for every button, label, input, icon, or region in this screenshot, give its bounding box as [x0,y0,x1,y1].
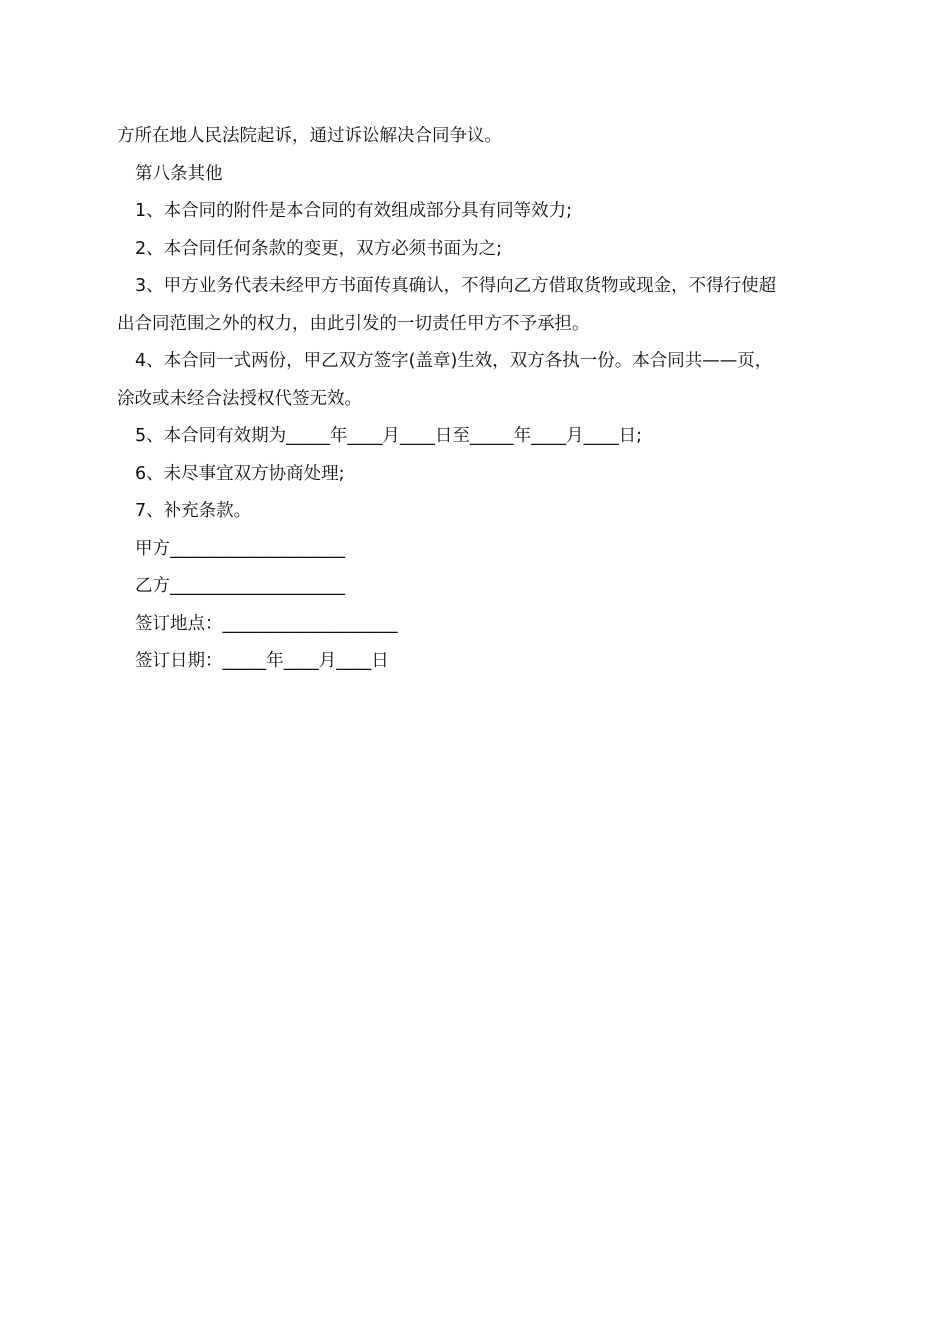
signing-date-line: 签订日期：_____年____月____日 [135,651,389,671]
clause-2: 2、本合同任何条款的变更，双方必须书面为之; [135,238,503,259]
text-line: 方所在地人民法院起诉，通过诉讼解决合同争议。 [117,126,502,146]
party-b-signature-line: 乙方____________________ [135,576,345,596]
clause-7: 7、补充条款。 [135,501,252,521]
section-heading-article-8: 第八条其他 [135,163,223,184]
clause-3: 3、甲方业务代表未经甲方书面传真确认，不得向乙方借取货物或现金，不得行使超 [135,276,777,296]
document-body [117,118,837,681]
clause-6: 6、未尽事宜双方协商处理; [135,463,345,484]
party-a-signature-line: 甲方____________________ [135,538,345,559]
clause-1: 1、本合同的附件是本合同的有效组成部分具有同等效力; [135,201,573,221]
clause-5: 5、本合同有效期为_____年____月____日至_____年____月____日; [135,426,643,446]
clause-4-continued: 涂改或未经合法授权代签无效。 [117,388,362,409]
signing-place-line: 签订地点：____________________ [135,613,398,634]
clause-4: 4、本合同一式两份，甲乙双方签字(盖章)生效，双方各执一份。本合同共——页， [135,351,773,371]
clause-3-continued: 出合同范围之外的权力，由此引发的一切责任甲方不予承担。 [117,313,590,334]
